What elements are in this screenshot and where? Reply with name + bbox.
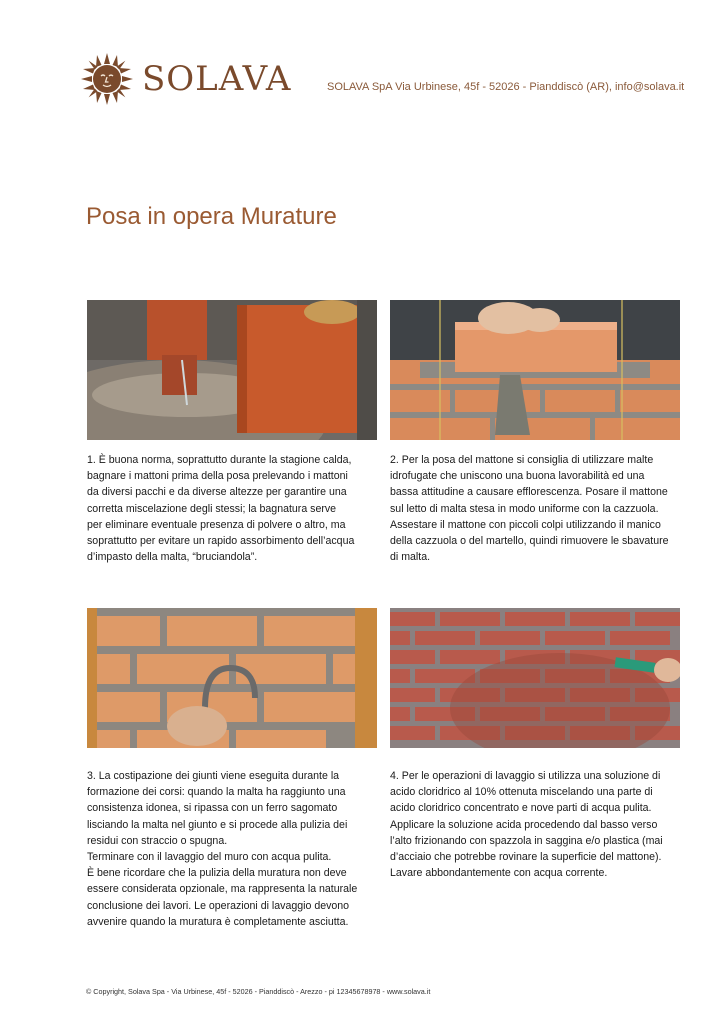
- photo-laying-brick: [390, 300, 680, 440]
- brand-name: SOLAVA: [142, 59, 292, 99]
- step-1-text: 1. È buona norma, soprattutto durante la stagione calda, bagnare i mattoni prima della posa prelevando i mattoni da diversi pacchi e da diverse altezze per garantire una corretta miscelazione degli stessi; la bagnatura serve per eliminare eventuale presenza di polvere o altro, ma soprattutto per evitare un rapido assorbimento dell’acqua d’impasto della malta, “bruciandola”.: [87, 454, 355, 564]
- footer-copyright: © Copyright, Solava Spa - Via Urbinese, 45f - 52026 - Pianddiscò - Arezzo - pi 12345678978 - www.solava.it: [86, 987, 431, 996]
- photo-wetting-bricks: [87, 300, 377, 440]
- sun-face-icon: [80, 52, 134, 106]
- step-4-text: 4. Per le operazioni di lavaggio si utilizza una soluzione di acido cloridrico al 10% ottenuta miscelando una parte di acido cloridrico concentrato e nove parti di acqua pulita. Applicare la soluzione acida procedendo dal basso verso l’alto frizionando con spazzola in saggina e/o plastica (mai d’acciaio che potrebbe rovinare la superficie del mattone). Lavare abbondantemente con acqua corrente.: [390, 770, 663, 880]
- photo-wall-washing: [390, 608, 680, 748]
- brand-logo: [80, 52, 291, 106]
- photo-joint-finishing: [87, 608, 377, 748]
- step-3-text: 3. La costipazione dei giunti viene eseguita durante la formazione dei corsi: quando la malta ha raggiunto una consistenza idonea, si ripassa con un ferro sagomato lisciando la malta nel giunto e si procede alla pulizia dei residui con straccio o spugna. Terminare con il lavaggio del muro con acqua pulita. È bene ricordare che la pulizia della muratura non deve essere considerata opzionale, ma rappresenta la naturale conclusione dei lavori. Le operazioni di lavaggio devono avvenire quando la muratura è completamente asciutta.: [87, 770, 358, 928]
- page-title: Posa in opera Murature: [86, 203, 337, 230]
- step-2-text: 2. Per la posa del mattone si consiglia di utilizzare malte idrofugate che uniscono una buona lavorabilità ed una bassa attitudine a causare efflorescenza. Posare il mattone sul letto di malta stesa in modo uniforme con la cazzuola. Assestare il mattone con piccoli colpi utilizzando il manico della cazzuola o del martello, quindi rimuovere le sbavature di malta.: [390, 454, 669, 564]
- header-contact: SOLAVA SpA Via Urbinese, 45f - 52026 - Pianddiscò (AR), info@solava.it: [327, 81, 685, 93]
